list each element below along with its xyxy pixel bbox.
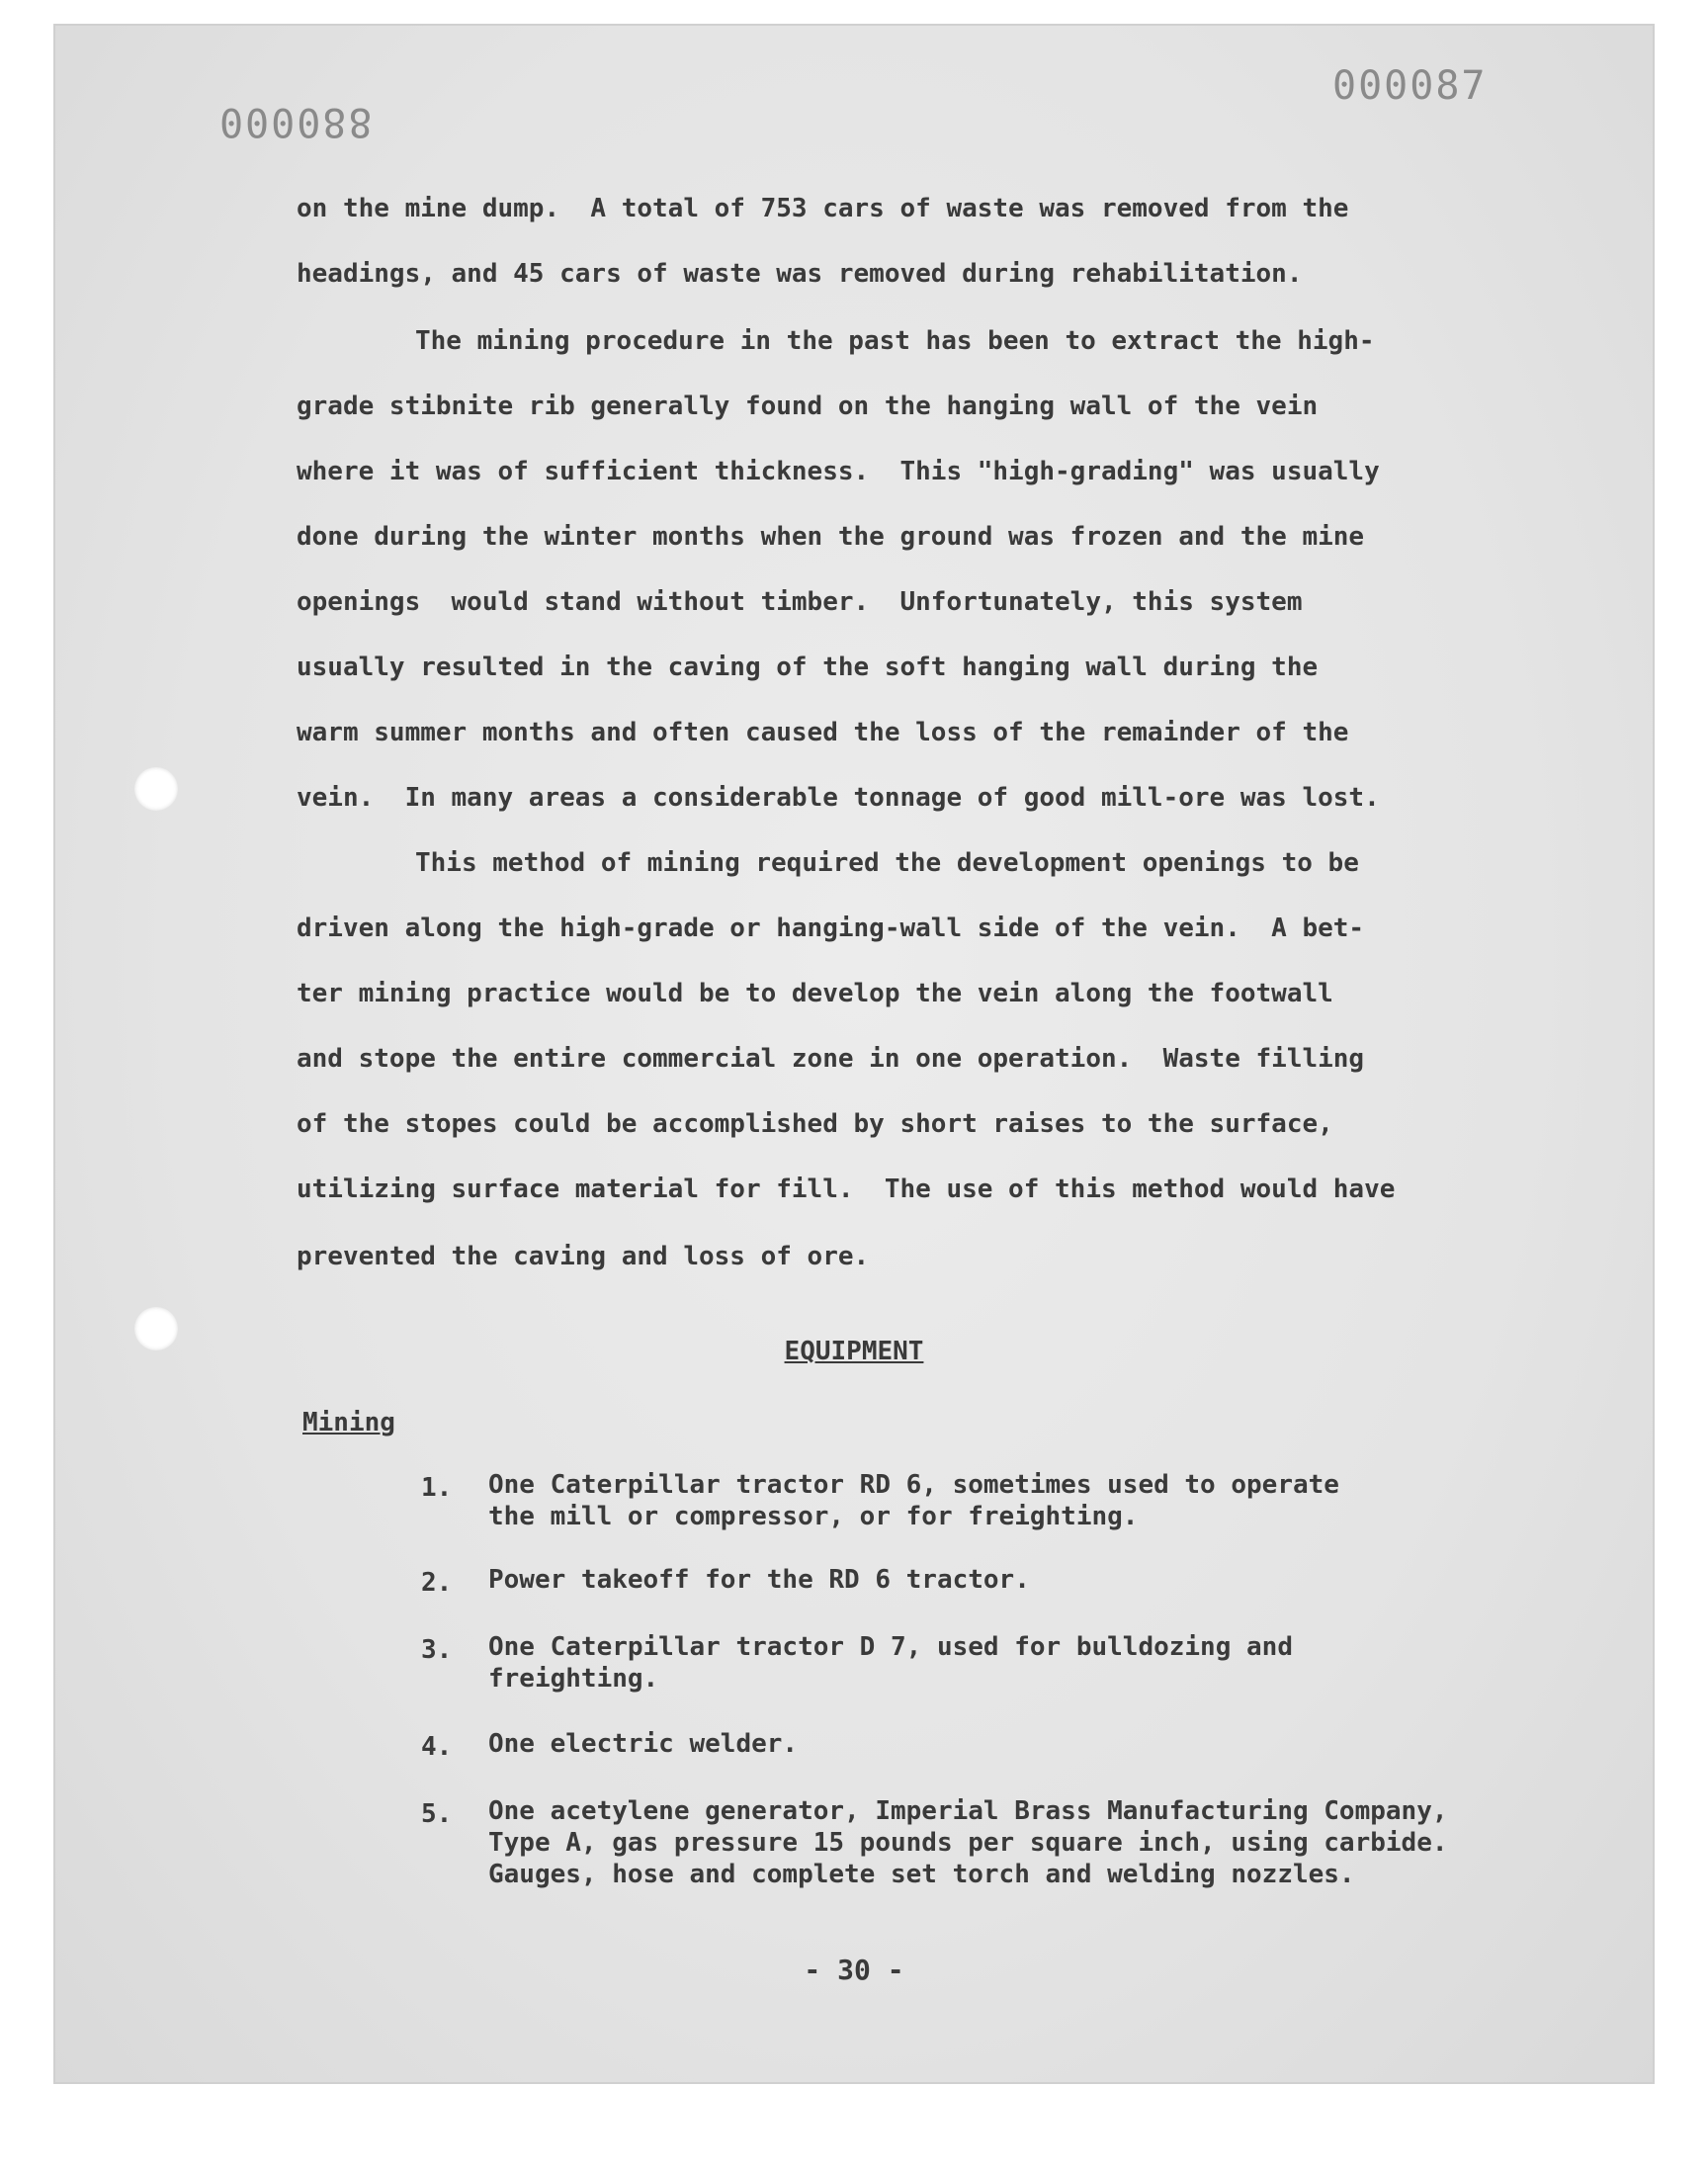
bates-stamp-left: 880000 <box>217 99 373 144</box>
body-line: The mining procedure in the past has been to extract the high- <box>415 326 1375 356</box>
section-heading: EQUIPMENT <box>784 1337 924 1366</box>
body-line: on the mine dump. A total of 753 cars of waste was removed from the <box>297 194 1349 223</box>
list-item-number: 5. <box>421 1799 453 1829</box>
list-item-text: One Caterpillar tractor D 7, used for bulldozing and freighting. <box>488 1632 1293 1694</box>
subsection-heading: Mining <box>302 1408 395 1437</box>
body-line: grade stibnite rib generally found on the hanging wall of the vein <box>297 392 1319 421</box>
list-item-text: One acetylene generator, Imperial Brass Manufacturing Company, Type A, gas pressure 15 pounds per square inch, using carbide. Gauges, hose and complete set torch and welding nozzles. <box>488 1796 1448 1889</box>
list-item-text: One Caterpillar tractor RD 6, sometimes used to operate the mill or compressor, or for freighting. <box>488 1470 1339 1531</box>
body-line: headings, and 45 cars of waste was removed during rehabilitation. <box>297 259 1303 289</box>
list-item-number: 1. <box>421 1473 453 1503</box>
body-line: done during the winter months when the ground was frozen and the mine <box>297 522 1365 552</box>
body-line: where it was of sufficient thickness. This "high-grading" was usually <box>297 457 1380 486</box>
body-line: vein. In many areas a considerable tonnage of good mill-ore was lost. <box>297 783 1380 813</box>
punch-hole-top <box>134 767 178 811</box>
body-line: ter mining practice would be to develop the vein along the footwall <box>297 979 1333 1008</box>
list-item-number: 3. <box>421 1635 453 1665</box>
body-line: prevented the caving and loss of ore. <box>297 1242 870 1271</box>
body-line: warm summer months and often caused the loss of the remainder of the <box>297 718 1349 747</box>
body-line: openings would stand without timber. Unfortunately, this system <box>297 587 1303 617</box>
body-line: driven along the high-grade or hanging-wall side of the vein. A bet- <box>297 914 1365 943</box>
list-item-number: 2. <box>421 1568 453 1598</box>
body-line: and stope the entire commercial zone in one operation. Waste filling <box>297 1044 1365 1074</box>
body-line: utilizing surface material for fill. The use of this method would have <box>297 1174 1396 1204</box>
bates-stamp-right: 000087 <box>1332 63 1488 109</box>
list-item-text: Power takeoff for the RD 6 tractor. <box>488 1565 1030 1595</box>
body-line: usually resulted in the caving of the soft hanging wall during the <box>297 652 1319 682</box>
list-item-text: One electric welder. <box>488 1729 799 1759</box>
page-number: - 30 - <box>804 1954 904 1986</box>
list-item-number: 4. <box>421 1732 453 1762</box>
body-line: This method of mining required the development openings to be <box>415 848 1359 878</box>
body-line: of the stopes could be accomplished by short raises to the surface, <box>297 1109 1333 1139</box>
